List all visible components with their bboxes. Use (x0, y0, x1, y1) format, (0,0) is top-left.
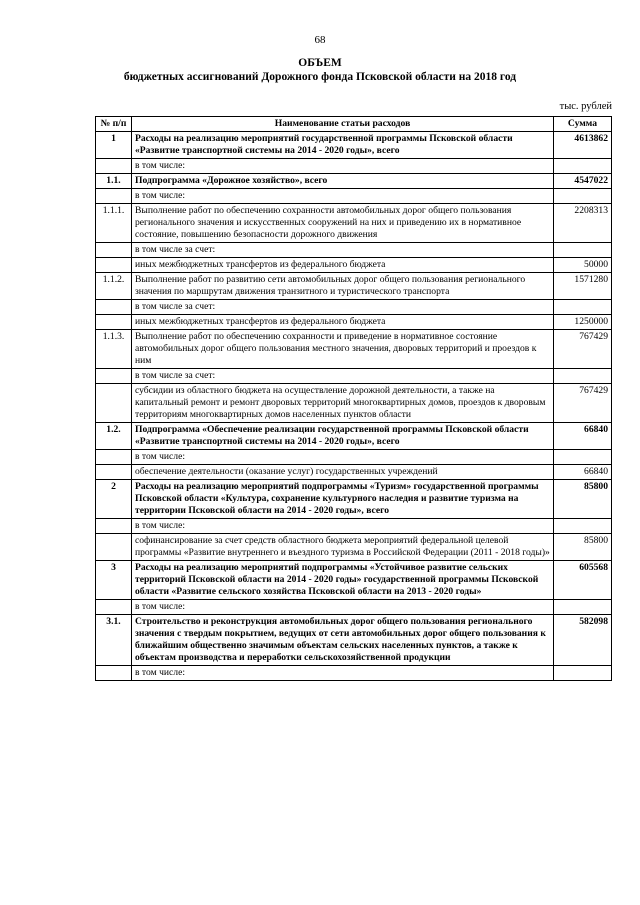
table-row (96, 561, 612, 600)
row-number (96, 258, 132, 273)
title-line-1: ОБЪЕМ (298, 57, 342, 69)
row-sum (554, 189, 612, 204)
table-row (96, 480, 612, 519)
table-row (96, 132, 612, 159)
row-sum: 50000 (554, 258, 612, 273)
title-line-2: бюджетных ассигнований Дорожного фонда Псковской области на 2018 год (123, 71, 517, 83)
table-body (96, 132, 612, 681)
row-number: 1.1. (96, 174, 132, 189)
row-sum (554, 369, 612, 384)
row-sum: 1571280 (554, 273, 612, 300)
row-name: обеспечение деятельности (оказание услуг) государственных учреждений (132, 465, 554, 480)
table-row (96, 369, 612, 384)
row-name: в том числе: (132, 189, 554, 204)
row-sum (554, 159, 612, 174)
row-number (96, 315, 132, 330)
row-name: субсидии из областного бюджета на осуществление дорожной деятельности, а также на капитальный ремонт и ремонт дворовых территорий многоквартирных домов, проездов к дворовым территориям многоквартирных домов населенных пунктов области (132, 384, 554, 423)
table-row (96, 423, 612, 450)
row-name: иных межбюджетных трансфертов из федерального бюджета (132, 258, 554, 273)
row-name: Подпрограмма «Обеспечение реализации государственной программы Псковской области «Развитие транспортной системы на 2014 - 2020 годы», всего (132, 423, 554, 450)
row-number: 3 (96, 561, 132, 600)
row-number: 1.1.1. (96, 204, 132, 243)
row-sum: 66840 (554, 423, 612, 450)
row-sum (554, 666, 612, 681)
row-sum: 4613862 (554, 132, 612, 159)
row-sum: 767429 (554, 330, 612, 369)
row-sum: 2208313 (554, 204, 612, 243)
row-sum: 85800 (554, 534, 612, 561)
row-name: в том числе: (132, 666, 554, 681)
row-sum: 66840 (554, 465, 612, 480)
row-number (96, 666, 132, 681)
table-row (96, 465, 612, 480)
table-row (96, 384, 612, 423)
table-row (96, 204, 612, 243)
row-sum: 582098 (554, 615, 612, 666)
row-number (96, 300, 132, 315)
row-name: в том числе: (132, 159, 554, 174)
row-sum: 1250000 (554, 315, 612, 330)
table-row (96, 258, 612, 273)
row-name: софинансирование за счет средств областного бюджета мероприятий федеральной целевой программы «Развитие внутреннего и въездного туризма в Российской Федерации (2011 - 2018 годы)» (132, 534, 554, 561)
row-number (96, 189, 132, 204)
table-row (96, 330, 612, 369)
row-sum: 767429 (554, 384, 612, 423)
document-title (0, 56, 640, 84)
header-name: Наименование статьи расходов (132, 117, 554, 132)
row-sum: 85800 (554, 480, 612, 519)
row-name: в том числе за счет: (132, 243, 554, 258)
table-row (96, 189, 612, 204)
row-number: 1 (96, 132, 132, 159)
table-row (96, 243, 612, 258)
row-sum (554, 600, 612, 615)
row-number: 1.1.2. (96, 273, 132, 300)
table-row (96, 615, 612, 666)
row-number (96, 600, 132, 615)
row-name: в том числе: (132, 450, 554, 465)
row-number (96, 465, 132, 480)
page-number: 68 (314, 34, 326, 46)
row-number (96, 384, 132, 423)
row-name: иных межбюджетных трансфертов из федерального бюджета (132, 315, 554, 330)
table-row (96, 519, 612, 534)
row-number: 3.1. (96, 615, 132, 666)
row-number: 1.2. (96, 423, 132, 450)
table-row (96, 159, 612, 174)
row-number: 1.1.3. (96, 330, 132, 369)
row-name: Выполнение работ по обеспечению сохранности автомобильных дорог общего пользования регионального значения и искусственных сооружений на них и приведению их в нормативное состояние, повышению безопасности дорожного движения (132, 204, 554, 243)
row-name: Подпрограмма «Дорожное хозяйство», всего (132, 174, 554, 189)
row-number (96, 369, 132, 384)
row-number: 2 (96, 480, 132, 519)
table-row (96, 666, 612, 681)
row-name: Выполнение работ по развитию сети автомобильных дорог общего пользования регионального значения по маршрутам движения транзитного и туристического транспорта (132, 273, 554, 300)
row-sum: 605568 (554, 561, 612, 600)
row-sum (554, 300, 612, 315)
table-row (96, 534, 612, 561)
header-sum: Сумма (554, 117, 612, 132)
row-name: в том числе за счет: (132, 300, 554, 315)
row-number (96, 243, 132, 258)
row-name: в том числе: (132, 600, 554, 615)
row-number (96, 450, 132, 465)
table-row (96, 174, 612, 189)
budget-table (95, 116, 612, 681)
row-name: Выполнение работ по обеспечению сохранности и приведение в нормативное состояние автомобильных дорог общего пользования местного значения, дворовых территорий и проездов к ним (132, 330, 554, 369)
table-row (96, 450, 612, 465)
header-num: № п/п (96, 117, 132, 132)
row-number (96, 159, 132, 174)
row-sum (554, 450, 612, 465)
row-name: Расходы на реализацию мероприятий государственной программы Псковской области «Развитие транспортной системы на 2014 - 2020 годы», всего (132, 132, 554, 159)
row-sum (554, 519, 612, 534)
table-row (96, 300, 612, 315)
table-row (96, 315, 612, 330)
row-name: в том числе: (132, 519, 554, 534)
row-number (96, 534, 132, 561)
table-header-row (96, 117, 612, 132)
row-sum: 4547022 (554, 174, 612, 189)
row-number (96, 519, 132, 534)
units-label: тыс. рублей (559, 101, 612, 112)
table-row (96, 273, 612, 300)
row-sum (554, 243, 612, 258)
table-row (96, 600, 612, 615)
row-name: Расходы на реализацию мероприятий подпрограммы «Устойчивое развитие сельских территорий Псковской области на 2014 - 2020 годы» государственной программы Псковской области «Развитие сельского хозяйства Псковской области на 2013 - 2020 годы» (132, 561, 554, 600)
row-name: Расходы на реализацию мероприятий подпрограммы «Туризм» государственной программы Псковской области «Культура, сохранение культурного наследия и развитие туризма на территории Псковской области на 2014 - 2020 годы», всего (132, 480, 554, 519)
row-name: Строительство и реконструкция автомобильных дорог общего пользования регионального значения с твердым покрытием, ведущих от сети автомобильных дорог общего пользования к ближайшим общественно значимым объектам сельских населенных пунктов, а также к объектам производства и переработки сельскохозяйственной продукции (132, 615, 554, 666)
row-name: в том числе за счет: (132, 369, 554, 384)
